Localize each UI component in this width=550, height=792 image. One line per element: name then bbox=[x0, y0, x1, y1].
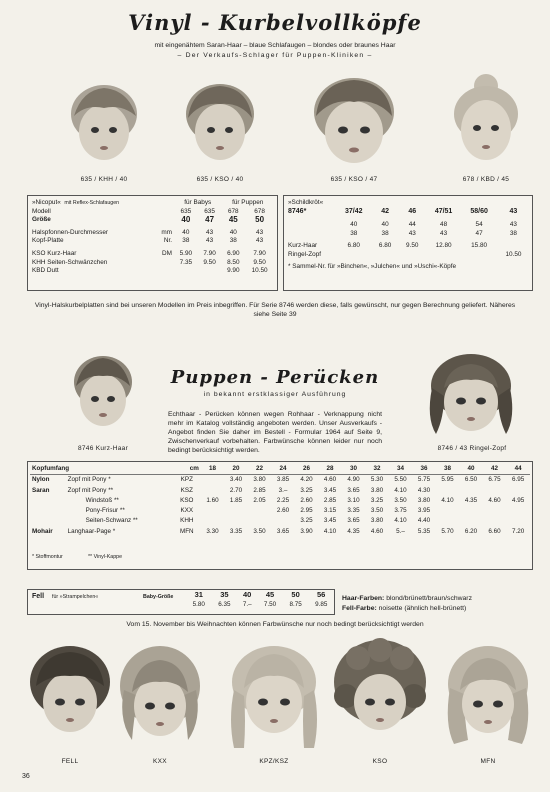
fell-table bbox=[27, 589, 335, 615]
table-row bbox=[30, 506, 530, 516]
row-unit: mm bbox=[161, 228, 172, 236]
table-cell: 3.15 bbox=[323, 507, 337, 515]
table-cell: 6.80 bbox=[378, 242, 392, 250]
doll-head-photo bbox=[66, 352, 140, 438]
wig-code: KPZ bbox=[180, 476, 193, 484]
table-cell: 3.40 bbox=[229, 476, 243, 484]
table-cell: 3.90 bbox=[300, 527, 313, 535]
table-cell: 3.80 bbox=[370, 517, 384, 525]
table-cell: 3.80 bbox=[370, 486, 384, 494]
size-cell: 36 bbox=[420, 465, 428, 472]
footnote-vinyl-kappe: ** Vinyl-Kappe bbox=[88, 554, 123, 560]
table-cell: 8.75 bbox=[289, 601, 302, 609]
photo-caption: KPZ/KSZ bbox=[259, 758, 289, 765]
table-cell bbox=[426, 251, 462, 260]
row-label: Kopf-Platte bbox=[32, 237, 64, 245]
table-cell: 5.75 bbox=[417, 476, 431, 484]
section-text: Echthaar - Perücken können wegen Rohhaar - Verknappung nicht mehr im Katalog vollständig angeboten werden. Unser Ausverkaufs - Angebot finden Sie daher im Bestell - Formular 1964 auf Seite 9, Zwischenverkauf vorbehalten. Farbwünsche können leider nur noch bedingt berücksichtigt werden. bbox=[168, 411, 382, 454]
wig-price-table bbox=[27, 461, 533, 570]
page-title: Vinyl - Kurbelvollköpfe bbox=[128, 10, 422, 35]
schildkroet-footnote: * Sammel-Nr. für »Binchen«, »Julchen« und »Uschi«-Köpfe bbox=[288, 262, 457, 270]
table-row bbox=[30, 496, 530, 506]
row-label: Halspfonnen-Durchmesser bbox=[32, 228, 109, 236]
table-cell: 44 bbox=[408, 221, 416, 229]
table-cell: 3.65 bbox=[347, 486, 360, 494]
table-cell: 4.40 bbox=[417, 517, 431, 525]
size-cell: 28 bbox=[326, 465, 334, 472]
table-cell: 6.95 bbox=[512, 476, 525, 484]
header-subtitle: mit eingenähtem Saran-Haar – blaue Schlafaugen – blondes oder braunes Haar bbox=[154, 42, 396, 49]
fell-farbe bbox=[342, 604, 542, 613]
table-cell bbox=[459, 486, 483, 496]
row-label: KSO Kurz-Haar bbox=[32, 249, 77, 257]
table-row bbox=[30, 250, 274, 259]
size-cell: 56 bbox=[317, 590, 326, 599]
table-cell: 43 bbox=[256, 237, 264, 245]
table-cell: 7.– bbox=[242, 601, 252, 609]
table-cell bbox=[436, 486, 460, 496]
table-cell: 43 bbox=[440, 229, 448, 237]
table-cell: 38 bbox=[509, 229, 517, 237]
table-cell: 45 bbox=[228, 215, 238, 225]
table-cell: 10.50 bbox=[505, 250, 522, 258]
table-cell: 15.80 bbox=[471, 242, 488, 250]
size-cell: 18 bbox=[209, 465, 217, 472]
table-cell bbox=[201, 516, 225, 526]
table-cell bbox=[506, 506, 530, 516]
table-cell: 37/42 bbox=[345, 207, 363, 215]
photo-caption: 635 / KHH / 40 bbox=[80, 176, 128, 183]
photo-caption: MFN bbox=[480, 758, 496, 765]
table-row bbox=[30, 259, 274, 268]
fell-size-label: Baby-Größe bbox=[143, 594, 174, 600]
table-row bbox=[30, 516, 530, 526]
size-cell: 44 bbox=[514, 465, 522, 472]
size-cell: 24 bbox=[279, 465, 287, 472]
table-row bbox=[30, 267, 274, 276]
table-cell: 6.35 bbox=[218, 601, 231, 609]
table-cell: 43 bbox=[509, 207, 518, 215]
row-label-groesse: Größe bbox=[32, 216, 51, 224]
size-cell: 35 bbox=[220, 590, 229, 599]
photo-caption: 8746 / 43 Ringel-Zopf bbox=[437, 445, 507, 452]
table-cell bbox=[248, 506, 272, 516]
table-cell: 40 bbox=[182, 228, 190, 236]
table-cell bbox=[506, 486, 530, 496]
table-row bbox=[30, 229, 274, 238]
table-cell: 4.95 bbox=[512, 496, 525, 504]
table-row bbox=[286, 251, 530, 260]
table-cell: 2.85 bbox=[253, 486, 266, 494]
table-cell: 4.60 bbox=[370, 527, 384, 535]
photo-caption: 635 / KSO / 47 bbox=[330, 176, 378, 183]
table-cell: 43 bbox=[509, 221, 517, 229]
table-cell: 48 bbox=[440, 221, 448, 229]
table-cell: 10.50 bbox=[251, 267, 268, 275]
table-row bbox=[30, 527, 530, 537]
table-cell: 40 bbox=[350, 221, 358, 229]
doll-head-photo bbox=[62, 78, 146, 170]
table-cell: 4.10 bbox=[441, 496, 454, 504]
row-label: KBD Dutt bbox=[32, 267, 59, 275]
table-cell: 58/60 bbox=[470, 207, 488, 215]
table-cell: 7.20 bbox=[512, 527, 525, 535]
table-cell: 5.70 bbox=[441, 527, 454, 535]
table-cell: 5.– bbox=[396, 527, 405, 535]
wig-code: KXX bbox=[180, 507, 194, 515]
table-cell: 3.30 bbox=[206, 527, 219, 535]
table-cell: 47 bbox=[475, 229, 483, 237]
table-cell: 635 bbox=[180, 207, 192, 215]
table-cell bbox=[483, 506, 507, 516]
haar-farben-label: Haar-Farben: bbox=[342, 595, 385, 602]
table-cell bbox=[336, 251, 372, 260]
material bbox=[30, 496, 66, 506]
table-cell: 3.95 bbox=[417, 507, 431, 515]
table-cell: 4.90 bbox=[347, 476, 360, 484]
table-cell: 2.60 bbox=[276, 507, 290, 515]
table-row bbox=[30, 486, 530, 496]
header-tagline: – Der Verkaufs-Schlager für Puppen-Kliniken – bbox=[177, 52, 373, 59]
wig-code: KSZ bbox=[180, 486, 193, 494]
table-cell: 4.10 bbox=[394, 486, 407, 494]
table-cell: 38 bbox=[350, 229, 358, 237]
table-cell: 9.85 bbox=[315, 601, 328, 609]
table-cell: 4.20 bbox=[300, 476, 313, 484]
table-cell: 40 bbox=[381, 221, 389, 229]
table-cell: 4.10 bbox=[323, 527, 337, 535]
size-cell: 40 bbox=[243, 590, 252, 599]
material: Mohair bbox=[32, 527, 53, 535]
table-cell: 9.50 bbox=[203, 258, 216, 266]
table-cell: 3.25 bbox=[370, 496, 384, 504]
wig-name: Seiten-Schwanz ** bbox=[85, 517, 138, 525]
table-cell: 4.35 bbox=[347, 527, 360, 535]
table-cell: 43 bbox=[408, 229, 416, 237]
size-cell: 32 bbox=[373, 465, 381, 472]
table-cell bbox=[459, 506, 483, 516]
note-halskurbelplatten: Vinyl-Halskurbelplatten sind bei unseren Modellen im Preis inbegriffen. Für Serie 8746 werden diese, falls gewünscht, nur gegen Berechnung geliefert. Näheres siehe Seite 39 bbox=[34, 302, 516, 318]
row-label: KHH Seiten-Schwänzchen bbox=[32, 258, 108, 266]
table-cell: 43 bbox=[206, 228, 214, 236]
table-cell bbox=[436, 516, 460, 526]
table-cell: 3.– bbox=[278, 486, 288, 494]
table-cell bbox=[201, 486, 225, 496]
material: Saran bbox=[32, 486, 50, 494]
table-cell: 40 bbox=[229, 228, 237, 236]
table-cell: 678 bbox=[254, 207, 265, 215]
table-cell: 678 bbox=[227, 207, 239, 215]
section-subtitle: in bekannt erstklassiger Ausführung bbox=[203, 391, 347, 398]
haar-farben bbox=[342, 594, 542, 603]
header-unit: cm bbox=[189, 465, 199, 472]
table-cell: 40 bbox=[181, 215, 191, 225]
table-cell: 38 bbox=[229, 237, 237, 245]
table-row bbox=[30, 475, 530, 486]
table-row bbox=[286, 230, 530, 239]
table-cell: 2.85 bbox=[323, 496, 337, 504]
nicoput-label: »Nicoput« bbox=[32, 199, 61, 206]
table-cell: 47 bbox=[205, 215, 215, 225]
material bbox=[30, 506, 66, 516]
size-cell: 34 bbox=[397, 465, 405, 472]
size-cell: 30 bbox=[350, 465, 358, 472]
col-head-puppen: für Puppen bbox=[232, 199, 264, 206]
row-label: Kurz-Haar bbox=[288, 242, 318, 250]
row-label: Ringel-Zopf bbox=[288, 250, 322, 258]
table-cell: 3.50 bbox=[394, 496, 407, 504]
table-cell bbox=[271, 516, 295, 526]
table-cell: 3.35 bbox=[229, 527, 243, 535]
table-cell bbox=[224, 516, 248, 526]
size-cell: 20 bbox=[232, 465, 240, 472]
table-cell: 38 bbox=[381, 229, 389, 237]
size-cell: 38 bbox=[444, 465, 452, 472]
table-cell: 50 bbox=[255, 215, 265, 225]
wig-code: KHH bbox=[180, 517, 194, 525]
table-cell: 3.45 bbox=[323, 486, 337, 494]
photo-caption: 635 / KSO / 40 bbox=[196, 176, 244, 183]
table-cell bbox=[436, 506, 460, 516]
table-cell: 4.30 bbox=[417, 486, 431, 494]
table-cell: 5.50 bbox=[394, 476, 407, 484]
table-cell: 2.70 bbox=[229, 486, 243, 494]
size-cell: 22 bbox=[256, 465, 264, 472]
table-cell: 3.50 bbox=[253, 527, 266, 535]
table-cell: 5.90 bbox=[179, 249, 193, 257]
table-cell: 3.65 bbox=[276, 527, 290, 535]
photo-caption: FELL bbox=[61, 758, 79, 765]
table-cell: 7.90 bbox=[253, 249, 266, 257]
table-cell: 6.50 bbox=[464, 476, 478, 484]
table-cell: 5.80 bbox=[192, 601, 205, 609]
table-cell: 54 bbox=[475, 221, 483, 229]
table-cell bbox=[483, 516, 507, 526]
wig-name: Zopf mit Pony ** bbox=[67, 486, 114, 494]
header-label: Kopfumfang bbox=[32, 465, 70, 472]
table-cell: 42 bbox=[381, 207, 389, 215]
fell-sublabel: für »Strampelchen« bbox=[52, 594, 99, 600]
nicoput-table bbox=[27, 195, 278, 291]
table-cell: 43 bbox=[206, 237, 214, 245]
doll-head-photo bbox=[24, 640, 116, 740]
table-cell bbox=[461, 251, 497, 260]
row-unit: Nr. bbox=[163, 237, 172, 245]
table-cell: 5.95 bbox=[441, 476, 454, 484]
fell-farbe-label: Fell-Farbe: bbox=[342, 605, 377, 612]
table-cell bbox=[399, 251, 426, 260]
table-cell: 43 bbox=[256, 228, 264, 236]
table-cell: 3.65 bbox=[347, 517, 360, 525]
wig-code: KSO bbox=[180, 496, 194, 504]
photo-caption: KSO bbox=[372, 758, 388, 765]
table-cell: 7.50 bbox=[263, 601, 277, 609]
table-cell: 3.45 bbox=[323, 517, 337, 525]
table-cell: 3.25 bbox=[300, 486, 313, 494]
doll-head-photo bbox=[328, 636, 432, 748]
table-cell: 2.60 bbox=[300, 496, 313, 504]
table-row bbox=[286, 242, 530, 251]
table-cell: 4.60 bbox=[323, 476, 337, 484]
size-cell: 42 bbox=[491, 465, 499, 472]
table-cell bbox=[459, 516, 483, 526]
doll-head-photo bbox=[178, 78, 262, 170]
size-cell: 45 bbox=[265, 590, 275, 599]
schildkroet-label: »Schildkröt« bbox=[288, 199, 324, 206]
table-cell: 2.95 bbox=[300, 507, 313, 515]
table-cell: 6.80 bbox=[347, 242, 360, 250]
table-cell: 5.35 bbox=[417, 527, 431, 535]
material bbox=[30, 516, 66, 526]
table-cell: 6.20 bbox=[464, 527, 478, 535]
table-cell: 3.85 bbox=[276, 476, 290, 484]
wig-name: Langhaar-Page * bbox=[67, 527, 116, 535]
table-cell: 8.50 bbox=[227, 258, 240, 266]
table-cell bbox=[198, 267, 222, 276]
row-label-modell: Modell bbox=[32, 207, 51, 215]
table-cell: 38 bbox=[182, 237, 190, 245]
nicoput-sublabel: mit Reflex-Schlafaugen bbox=[64, 200, 120, 206]
fell-label: Fell bbox=[32, 593, 45, 600]
table-cell: 46 bbox=[408, 207, 417, 215]
table-cell: 2.25 bbox=[276, 496, 290, 504]
table-cell: 9.90 bbox=[227, 267, 240, 275]
photo-caption: KXX bbox=[153, 758, 167, 765]
table-row bbox=[286, 221, 530, 230]
size-cell: 50 bbox=[291, 590, 300, 599]
photo-caption: 8746 Kurz-Haar bbox=[77, 445, 129, 452]
table-cell: 47/51 bbox=[434, 207, 453, 215]
size-cell: 40 bbox=[467, 465, 475, 472]
table-cell bbox=[174, 267, 198, 276]
table-cell: 5.30 bbox=[370, 476, 384, 484]
table-cell: 7.35 bbox=[179, 258, 193, 266]
table-cell: 9.50 bbox=[253, 258, 266, 266]
table-cell: 3.80 bbox=[253, 476, 266, 484]
table-cell bbox=[506, 516, 530, 526]
table-cell: 3.35 bbox=[347, 507, 360, 515]
wig-code: MFN bbox=[179, 527, 194, 535]
haar-farben-value: blond/brünett/braun/schwarz bbox=[386, 595, 472, 602]
table-cell bbox=[224, 506, 248, 516]
table-cell: 1.85 bbox=[229, 496, 243, 504]
photo-caption: 678 / KBD / 45 bbox=[462, 176, 510, 183]
table-cell bbox=[483, 486, 507, 496]
page-number: 36 bbox=[22, 773, 30, 780]
table-row bbox=[30, 237, 274, 246]
material: Nylon bbox=[32, 476, 50, 484]
table-cell: 6.75 bbox=[488, 476, 501, 484]
wig-name: Zopf mit Pony * bbox=[67, 476, 111, 484]
table-cell: 4.60 bbox=[488, 496, 501, 504]
doll-head-photo bbox=[438, 640, 538, 750]
doll-head-photo bbox=[444, 70, 528, 170]
table-cell bbox=[201, 506, 225, 516]
note-weihnachten: Vom 15. November bis Weihnachten können Farbwünsche nur noch bedingt berücksichtigt werden bbox=[126, 621, 424, 628]
table-cell: 3.75 bbox=[394, 507, 407, 515]
table-cell: 4.35 bbox=[464, 496, 478, 504]
doll-head-photo bbox=[306, 72, 402, 172]
table-cell: 3.10 bbox=[347, 496, 360, 504]
table-cell: 2.05 bbox=[253, 496, 266, 504]
table-cell: 4.10 bbox=[394, 517, 407, 525]
table-cell: 6.90 bbox=[227, 249, 240, 257]
table-cell: 6.60 bbox=[488, 527, 501, 535]
schildkroet-table bbox=[283, 195, 533, 291]
table-cell bbox=[372, 251, 399, 260]
doll-head-photo bbox=[418, 348, 524, 444]
doll-head-photo bbox=[110, 640, 210, 748]
footnote-stoffmontur: * Stoffmontur bbox=[32, 554, 63, 560]
table-cell bbox=[201, 475, 225, 486]
table-cell bbox=[497, 242, 530, 251]
size-cell: 31 bbox=[194, 590, 203, 599]
wig-name: Windstoß ** bbox=[85, 496, 119, 504]
table-cell: 3.25 bbox=[300, 517, 313, 525]
table-cell bbox=[248, 516, 272, 526]
fell-farbe-value: noisette (ähnlich hell-brünett) bbox=[378, 605, 467, 612]
col-head-babys: für Babys bbox=[184, 199, 212, 206]
table-cell: 7.90 bbox=[203, 249, 216, 257]
schildkroet-code: 8746* bbox=[288, 207, 307, 215]
table-cell: 635 bbox=[204, 207, 215, 215]
section-title: Puppen - Perücken bbox=[170, 367, 380, 388]
table-cell: 1.60 bbox=[206, 496, 219, 504]
table-cell: 9.50 bbox=[406, 242, 419, 250]
wig-name: Pony-Frisur ** bbox=[85, 507, 125, 515]
table-cell: 3.50 bbox=[370, 507, 384, 515]
table-cell: 12.80 bbox=[435, 242, 452, 250]
doll-head-photo bbox=[216, 640, 332, 752]
size-cell: 26 bbox=[303, 465, 311, 472]
row-unit: DM bbox=[162, 249, 172, 257]
table-cell: 3.80 bbox=[417, 496, 431, 504]
